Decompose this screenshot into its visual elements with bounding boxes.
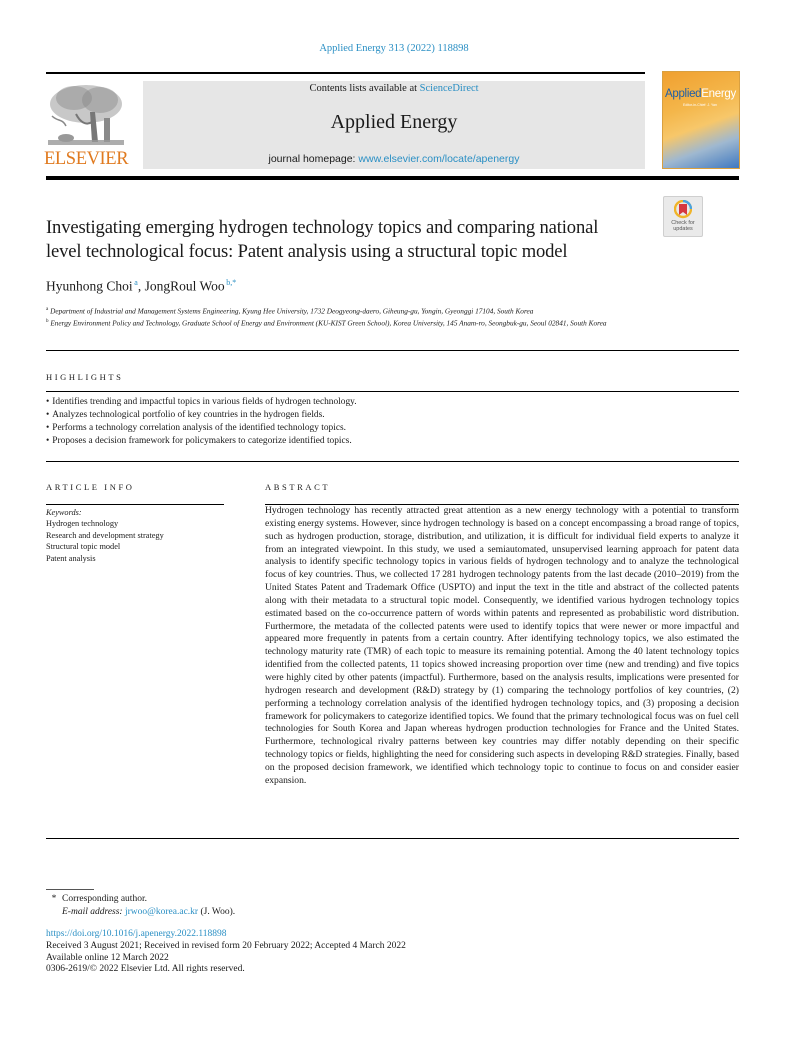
author-affiliation-mark[interactable]: a bbox=[134, 278, 138, 287]
keyword-item: Hydrogen technology bbox=[46, 519, 119, 529]
affiliation-b bbox=[46, 316, 656, 329]
affiliation-mark: b bbox=[46, 319, 49, 324]
title-line-1: Investigating emerging hydrogen technology topics and comparing national bbox=[46, 217, 599, 238]
elsevier-wordmark: ELSEVIER bbox=[44, 149, 129, 169]
email-line bbox=[46, 906, 235, 919]
journal-homepage-link[interactable]: www.elsevier.com/locate/apenergy bbox=[358, 153, 520, 165]
author-separator: , bbox=[137, 278, 145, 294]
highlights-heading: HIGHLIGHTS bbox=[46, 372, 124, 382]
check-updates-icon bbox=[674, 200, 692, 220]
check-for-updates-button[interactable] bbox=[663, 196, 703, 237]
header-thick-rule bbox=[46, 176, 739, 180]
keyword-item: Patent analysis bbox=[46, 553, 96, 563]
title-line-2: level technological focus: Patent analysis using a structural topic model bbox=[46, 240, 568, 262]
email-link[interactable]: jrwoo@korea.ac.kr bbox=[124, 907, 199, 917]
highlight-item: • Performs a technology correlation analysis of the identified technology topics. bbox=[46, 422, 357, 435]
affiliation-text: Energy Environment Policy and Technology, Graduate School of Energy and Environment (KU-KIST Green School), Korea University, 145 Anam-ro, Seongbuk-gu, Seoul 02841, South Korea bbox=[50, 318, 607, 328]
affiliation-mark: a bbox=[46, 307, 49, 312]
highlight-item: • Analyzes technological portfolio of key countries in the hydrogen fields. bbox=[46, 409, 357, 422]
journal-cover-image[interactable] bbox=[663, 72, 739, 168]
homepage-label: journal homepage: bbox=[268, 153, 359, 165]
journal-banner bbox=[143, 81, 645, 169]
corresponding-author-note bbox=[46, 893, 235, 906]
email-suffix: (J. Woo). bbox=[198, 907, 236, 917]
email-label: E-mail address: bbox=[62, 907, 123, 917]
sciencedirect-link[interactable]: ScienceDirect bbox=[419, 83, 479, 94]
keywords-label: Keywords: bbox=[46, 508, 82, 517]
cover-title-part1: Applied bbox=[665, 88, 702, 100]
keyword-item: Research and development strategy bbox=[46, 530, 164, 540]
footnotes bbox=[46, 893, 235, 919]
journal-homepage-line bbox=[143, 153, 645, 165]
author-name[interactable]: JongRoul Woo bbox=[144, 278, 225, 294]
affiliation-text: Department of Industrial and Management Systems Engineering, Kyung Hee University, 1732 Deogyeong-daero, Giheung-gu, Yongin, Gyeonggi 17104, South Korea bbox=[50, 306, 534, 316]
highlight-item: • Identifies trending and impactful topics in various fields of hydrogen technology. bbox=[46, 396, 357, 409]
section-divider bbox=[46, 461, 739, 462]
elsevier-logo[interactable] bbox=[44, 80, 128, 170]
author-name[interactable]: Hyunhong Choi bbox=[46, 278, 133, 294]
available-online: Available online 12 March 2022 bbox=[46, 952, 169, 963]
copyright-notice: 0306-2619/© 2022 Elsevier Ltd. All rights reserved. bbox=[46, 964, 245, 975]
highlight-item: • Proposes a decision framework for policymakers to categorize identified topics. bbox=[46, 435, 357, 448]
section-divider bbox=[46, 838, 739, 839]
contents-available-line bbox=[143, 83, 645, 94]
doi-link[interactable]: https://doi.org/10.1016/j.apenergy.2022.118898 bbox=[46, 929, 227, 939]
check-updates-line2: updates bbox=[673, 226, 693, 232]
contents-prefix: Contents lists available at bbox=[309, 83, 420, 94]
cover-editor-line: Editor-in-Chief: J. Yan bbox=[683, 103, 717, 107]
abstract-text: Hydrogen technology has recently attracted great attention as a new energy technology with a potential to transform existing energy systems. However, since hydrogen technology is based on a concept encompassing a broad range of topics, such as hydrogen production, storage, distribution, and utilization, it is difficult for individual field experts to analyze it from an integrated viewpoint. In this study, we used a semiautomated, unsupervised learning approach for patent data analysis to identify specific technology topics in various fields of hydrogen technology and to analyze the technological focus of key countries. Thus, we collected 17 281 hydrogen technology patents from the last decade (2010–2019) from the United States Patent and Trademark Office (USPTO) and input the text in the title and abstract of the collected patents along with their metadata to a structural topic model. Consequently, we identified various hydrogen technology topics estimated based on the co-occurrence pattern of words within patents and represented as probabilistic word distribution. Furthermore, the metadata of the collected patents were used to identify topics that were newer or more impactful and appeared more frequently in patents from a certain country. After identifying technology topics, we also estimated the technology maturity rate (TMR) of each topic to measure its remaining potential. Among the 40 latent technology topics identified from the collected patents, 11 topics showed increasing proportion over time (new and trending) and five topics were highly cited by other patents (impactful). Furthermore, based on the analysis results, implications were presented for hydrogen research and development (R&D) strategy by (1) comparing the technology portfolios of key countries, (2) performing a technology correlation analysis of the identified hydrogen technology topics, and (3) proposing a decision framework for policymakers to categorize identified topics. We found that the primary technological focus was on fuel cell technologies for South Korea and Japan whereas hydrogen production technologies for France and the United States. Furthermore, technological rivalry patterns between key countries may differ notably depending on their specific technology topics or fields, highlighting the need for considering such aspects in developing R&D strategies. Finally, based on the proposed decision framework, we identified which technology topic to continue to focus on and consider easier expansion. bbox=[265, 505, 739, 786]
journal-reference-link[interactable]: Applied Energy 313 (2022) 118898 bbox=[319, 43, 469, 54]
elsevier-tree-icon bbox=[46, 82, 124, 148]
publication-info bbox=[46, 929, 406, 976]
journal-name: Applied Energy bbox=[330, 111, 458, 133]
corresponding-text: Corresponding author. bbox=[62, 894, 147, 904]
footnote-rule bbox=[46, 889, 94, 890]
corresponding-mark: * bbox=[51, 894, 57, 904]
received-dates: Received 3 August 2021; Received in revised form 20 February 2022; Accepted 4 March 2022 bbox=[46, 940, 406, 951]
highlights-list bbox=[46, 396, 357, 448]
author-affiliation-mark[interactable]: b,* bbox=[226, 278, 237, 287]
abstract-heading: ABSTRACT bbox=[265, 482, 331, 492]
section-divider bbox=[46, 350, 739, 351]
keywords-list bbox=[46, 507, 164, 564]
cover-title-part2: Energy bbox=[701, 88, 736, 100]
highlights-rule bbox=[46, 391, 739, 392]
article-info-heading: ARTICLE INFO bbox=[46, 482, 135, 492]
check-updates-line1: Check for bbox=[671, 220, 695, 226]
check-updates-label bbox=[664, 220, 702, 232]
author-list bbox=[46, 278, 236, 295]
header-top-rule bbox=[46, 72, 645, 74]
article-title bbox=[46, 216, 656, 263]
keyword-item: Structural topic model bbox=[46, 542, 121, 552]
article-info-rule bbox=[46, 504, 224, 505]
cover-title bbox=[665, 88, 736, 100]
